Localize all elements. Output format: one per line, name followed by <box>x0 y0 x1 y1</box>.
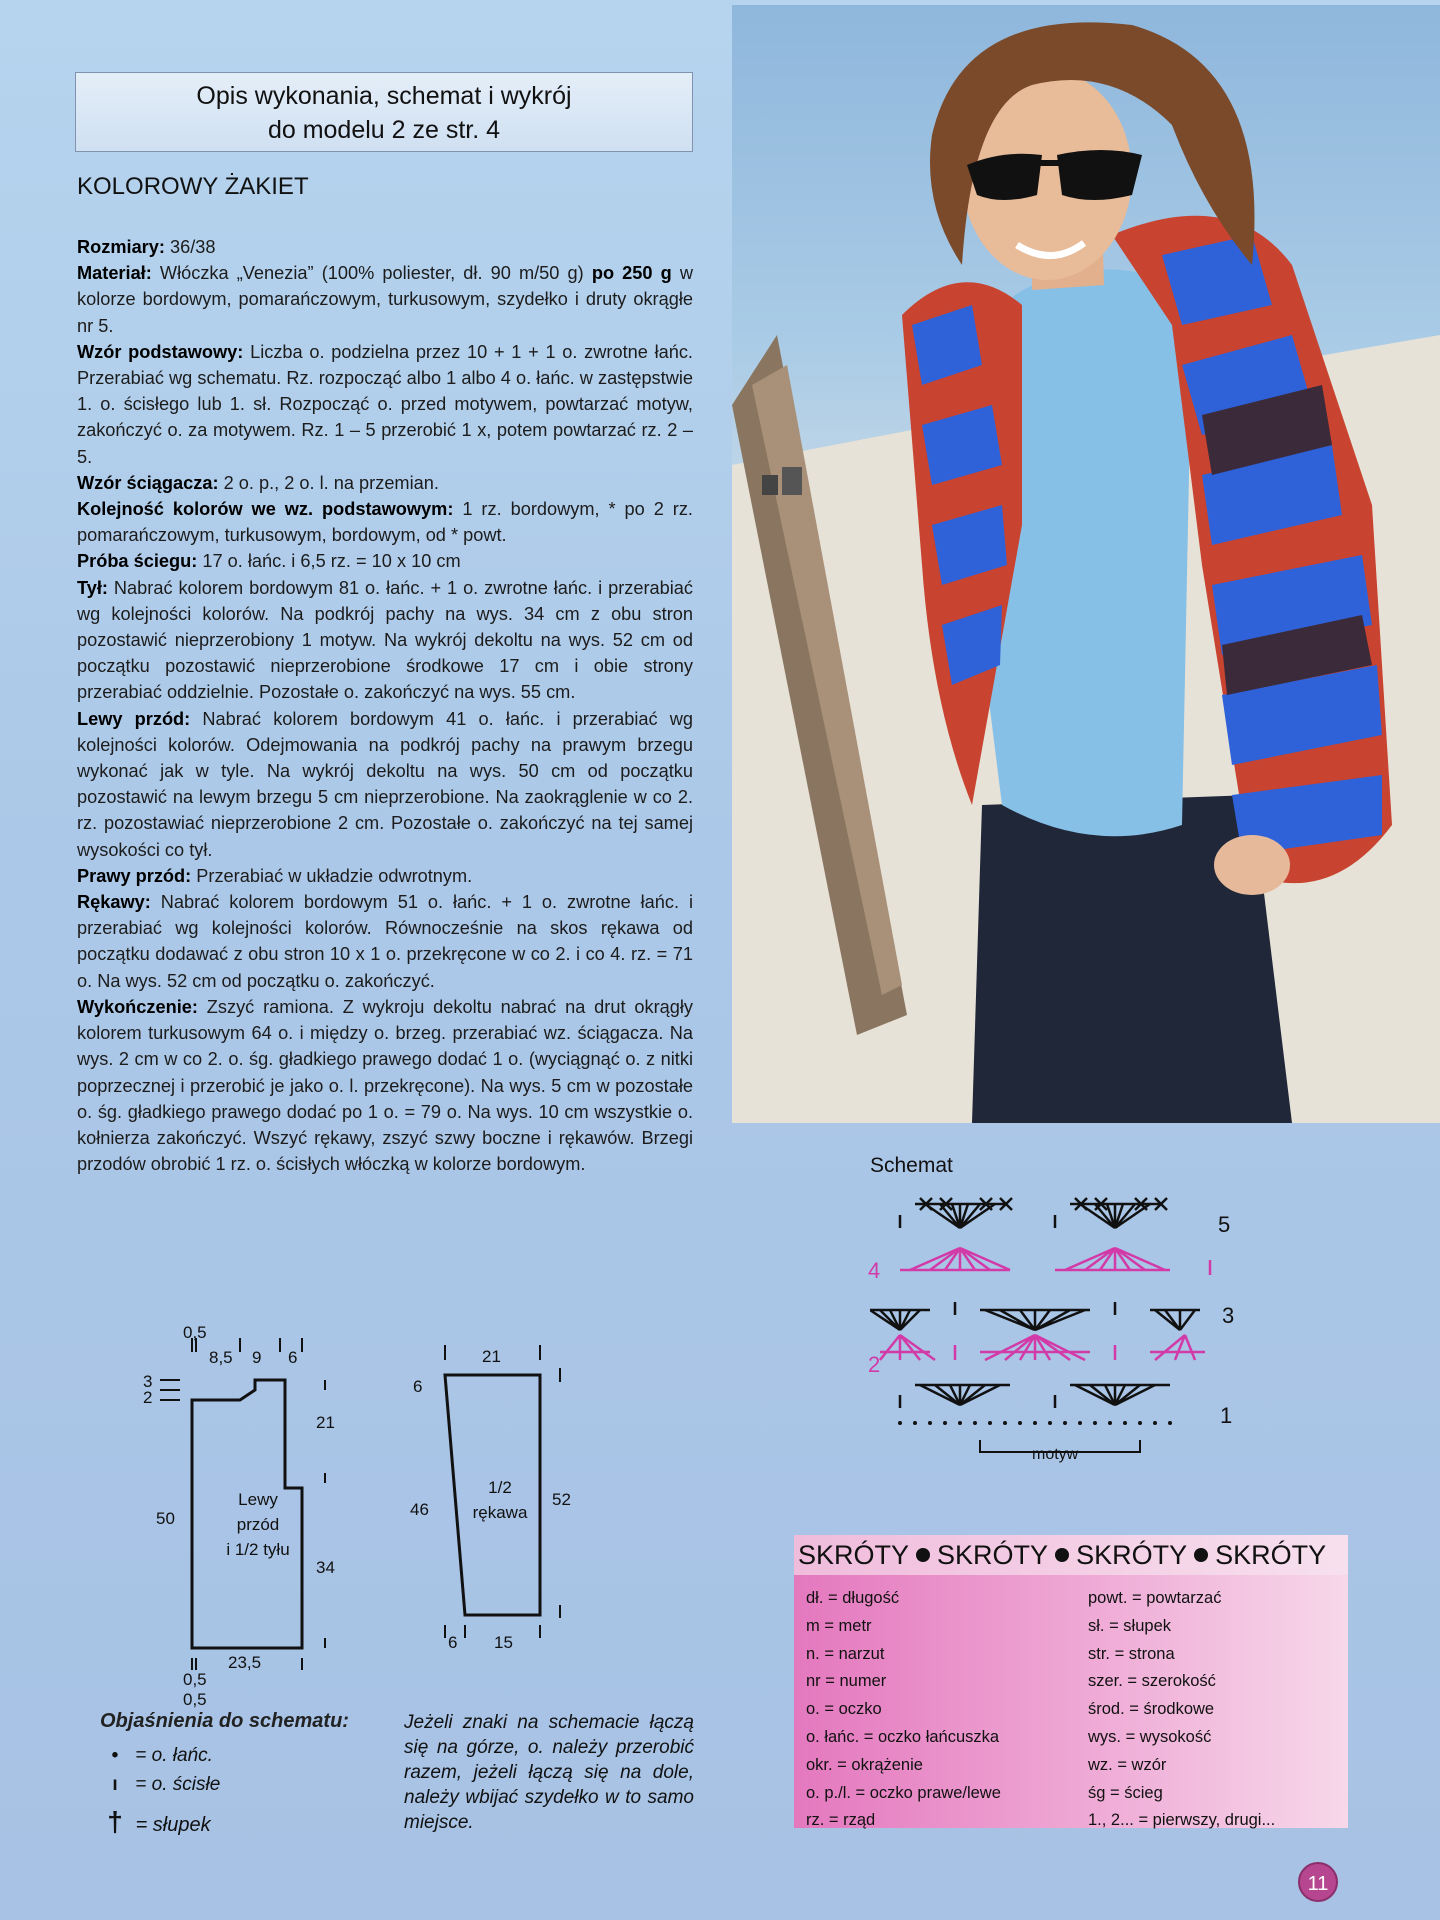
abbreviations-right: powt. = powtarzać sł. = słupek str. = strona szer. = szerokość środ. = środkowe wys. = wysokość wz. = wzór śg = ścieg 1., 2... = pierwszy, drugi... <box>1088 1589 1276 1830</box>
para-material: Materiał: Włóczka „Venezia” (100% poliester, dł. 90 m/50 g) po 250 g w kolorze bordowym, pomarańczowym, turkusowym, szydełko i druty okrągłe nr 5. <box>77 263 694 336</box>
title-line-2: do modelu 2 ze str. 4 <box>267 116 501 144</box>
row-1-label: 1 <box>1220 1403 1233 1428</box>
abbreviations-left: dł. = długość m = metr n. = narzut nr = numer o. = oczko o. łańc. = oczko łańcuszka okr. = okrążenie o. p./l. = oczko prawe/lewe rz. = rząd <box>806 1589 1001 1830</box>
dim-h34: 34 <box>316 1558 335 1577</box>
sleeve-label-2: rękawa <box>472 1503 528 1522</box>
sleeve-label-1: 1/2 <box>488 1478 512 1497</box>
page-heading: KOLOROWY ŻAKIET <box>77 173 309 200</box>
dim-h21: 21 <box>316 1413 335 1432</box>
dim-bottom-235: 23,5 <box>228 1653 262 1672</box>
legend-single-crochet: ı = o. ścisłe <box>112 1774 221 1795</box>
para-right-front: Prawy przód: Przerabiać w układzie odwrotnym. <box>77 865 473 886</box>
front-label-3: i 1/2 tyłu <box>226 1540 290 1559</box>
para-sleeves: Rękawy: Nabrać kolorem bordowym 51 o. łańc. + 1 o. zwrotne łańc. i przerabiać wg kolejności kolorów. Równocześnie na skos rękawa od początku dodawać z obu stron 10 x 1 o. przekręcone w co 2. i co 4. rz. = 71 o. Na wys. 52 cm od początku o. zakończyć. <box>77 892 693 991</box>
para-finishing: Wykończenie: Zszyć ramiona. Z wykroju dekoltu nabrać na drut okrągły kolorem turkusowym 64 o. i między o. brzeg. przerabiać wz. ściągacza. Na wys. 2 cm w co 2. o. śg. gładkiego prawego dodać 1 o. (wyciągnąć o. z nitki poprzecznej i przerobić je jako o. l. przekręcone). Na wys. 5 cm w pozostałe o. śg. gładkiego prawego dodać po 1 o. = 79 o. Na wys. 10 cm wszystkie o. kołnierza zakończyć. Wszyć rękawy, zszyć szwy boczne i rękawów. Brzegi przodów obrobić 1 rz. o. ścisłych włóczką w kolorze bordowym. <box>77 996 693 1175</box>
para-gauge: Próba ściegu: 17 o. łańc. i 6,5 rz. = 10 x 10 cm <box>77 551 461 572</box>
motif-label: motyw <box>1032 1446 1079 1463</box>
abbreviations-box <box>794 1535 1348 1828</box>
crochet-chart <box>870 1190 1240 1470</box>
para-rib-pattern: Wzór ściągacza: 2 o. p., 2 o. l. na przemian. <box>77 472 439 493</box>
chart-row-4 <box>900 1248 1210 1275</box>
dim-w3: 6 <box>288 1348 298 1367</box>
dim-h50: 50 <box>156 1509 175 1528</box>
dim-sleeve-top21: 21 <box>482 1347 501 1366</box>
para-basic-pattern: Wzór podstawowy: Liczba o. podzielna przez 10 + 1 + 1 o. zwrotne łańc. Przerabiać wg schematu. Rz. rozpocząć albo 1 albo 4 o. łańc. w zastępstwie 1. o. ścisłego lub 1. sł. Rozpocząć o. przed motywem, powtarzać motyw, zakończyć o. za motywem. Rz. 1 – 5 przerobić 1 x, potem powtarzać rz. 2 – 5. <box>77 341 693 467</box>
page-number: 11 <box>1298 1862 1338 1902</box>
chart-row-1 <box>900 1385 1170 1408</box>
dim-sleeve-b15: 15 <box>494 1633 513 1652</box>
chart-note: Jeżeli znaki na schemacie łączą się na górze, o. należy przerobić razem, jeżeli łączą się na dole, należy wbijać szydełko w to samo miejsce. <box>404 1712 694 1833</box>
chart-row-3 <box>870 1302 1200 1330</box>
para-sizes: Rozmiary: 36/38 <box>77 237 216 257</box>
para-back: Tył: Nabrać kolorem bordowym 81 o. łańc. + 1 o. zwrotne łańc. i przerabiać wg kolejności kolorów. Na podkrój pachy na wys. 34 cm z obu stron pozostawić nieprzerobiony 1 motyw. Na wykrój dekoltu na wys. 52 cm od początku pozostawić nieprzerobione środkowe 17 cm i obie strony przerabiać oddzielnie. Pozostałe o. zakończyć na wys. 55 cm. <box>77 577 693 703</box>
legend-double-crochet: † = słupek <box>107 1806 211 1837</box>
instructions-text <box>77 234 693 1177</box>
chart-row-5 <box>900 1198 1167 1228</box>
dim-h2: 2 <box>143 1388 153 1407</box>
dim-bottom-05a: 0,5 <box>183 1670 207 1689</box>
dim-bottom-05b: 0,5 <box>183 1690 207 1709</box>
row-4-label: 4 <box>868 1258 881 1283</box>
dim-w1: 8,5 <box>209 1348 233 1367</box>
front-label-1: Lewy <box>238 1490 278 1509</box>
dim-top-05: 0,5 <box>183 1323 207 1342</box>
title-box <box>75 72 693 152</box>
model-photo <box>732 5 1440 1123</box>
front-label-2: przód <box>236 1515 280 1534</box>
chart-row-2 <box>880 1335 1205 1360</box>
dim-sleeve-left6: 6 <box>413 1377 423 1396</box>
title-line-1: Opis wykonania, schemat i wykrój <box>196 82 572 110</box>
abbreviations-header: SKRÓTY SKRÓTY SKRÓTY SKRÓTY <box>794 1535 1348 1575</box>
para-left-front: Lewy przód: Nabrać kolorem bordowym 41 o. łańc. i przerabiać wg kolejności kolorów. Odejmowania na podkrój pachy na prawym brzegu wykonać jak w tyle. Na wykrój dekoltu na wys. 50 cm od początku pozostawić na lewym brzegu 5 cm nieprzerobione. Na zaokrąglenie w co 2. rz. pozostawiać nieprzerobione 2 cm. Pozostałe o. zakończyć na tej samej wysokości co tył. <box>77 708 693 860</box>
front-pattern-outline <box>192 1380 302 1648</box>
row-2-label: 2 <box>868 1352 881 1377</box>
chain-dots <box>898 1421 1172 1425</box>
legend-chain: • = o. łańc. <box>111 1745 213 1766</box>
dim-sleeve-b6: 6 <box>448 1633 458 1652</box>
model-illustration <box>732 5 1440 1123</box>
row-3-label: 3 <box>1222 1303 1235 1328</box>
row-5-label: 5 <box>1218 1212 1231 1237</box>
legend-title: Objaśnienia do schematu: <box>100 1710 349 1732</box>
dim-sleeve-h52: 52 <box>552 1490 571 1509</box>
dim-h3: 3 <box>143 1372 153 1391</box>
schemat-title: Schemat <box>870 1154 953 1177</box>
para-color-order: Kolejność kolorów we wz. podstawowym: 1 rz. bordowym, * po 2 rz. pomarańczowym, turkusowym, bordowym, od * powt. <box>77 499 693 546</box>
dim-w2: 9 <box>252 1348 262 1367</box>
dim-sleeve-h46: 46 <box>410 1500 429 1519</box>
